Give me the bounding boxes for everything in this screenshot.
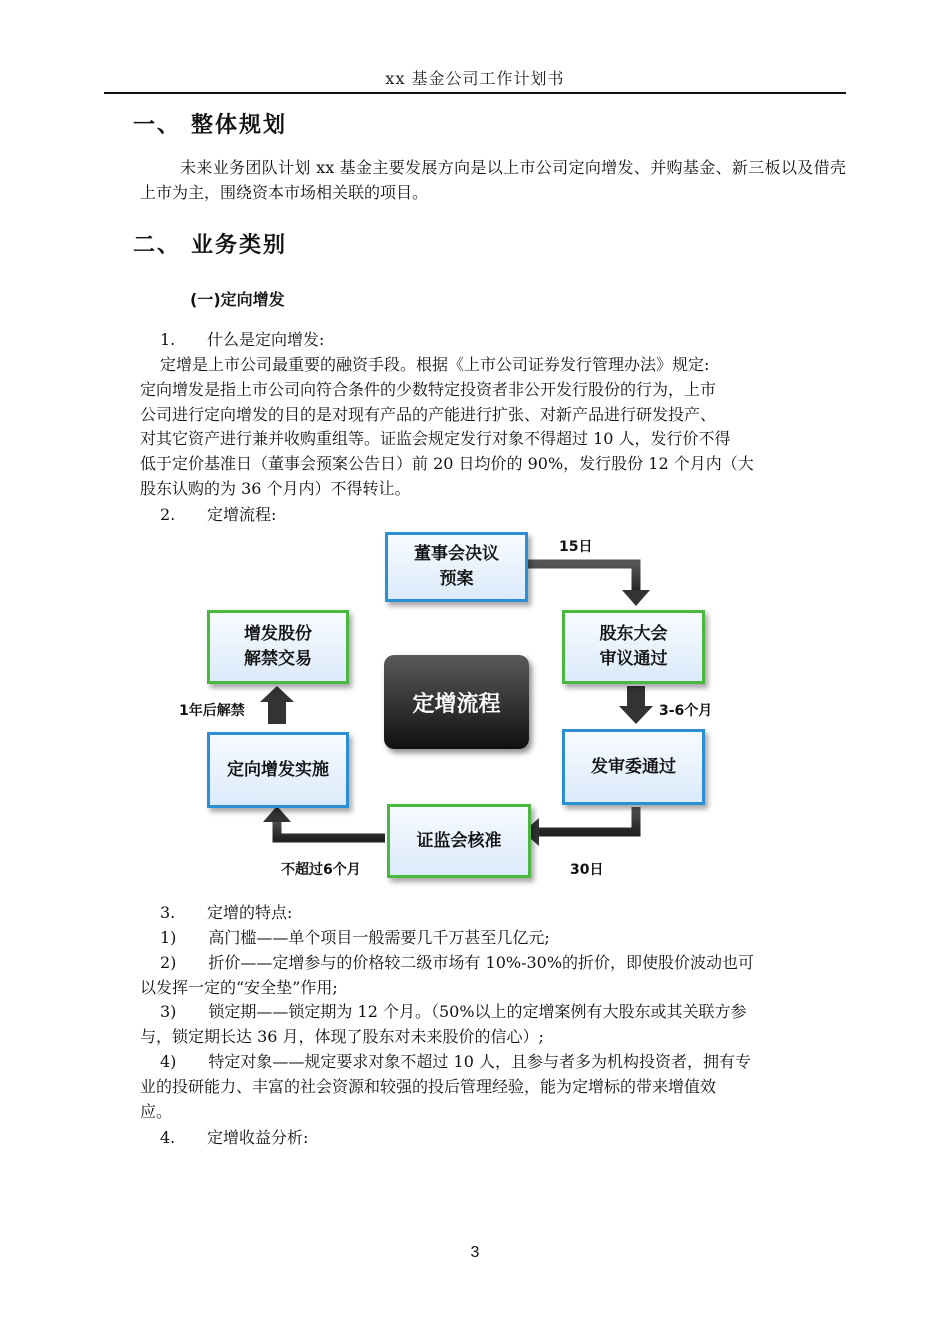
placement-flow-diagram bbox=[175, 528, 750, 883]
label-6-months: 不超过6个月 bbox=[281, 862, 361, 878]
flow-center-title: 定增流程 bbox=[384, 655, 529, 749]
text-line: 股东认购的为 36 个月内）不得转让。 bbox=[140, 478, 411, 498]
text-line: 低于定价基准日（董事会预案公告日）前 20 日均价的 90%，发行股份 12 个月内（大 bbox=[140, 454, 754, 474]
definition-paragraph bbox=[140, 353, 846, 502]
page-header: xx 基金公司工作计划书 bbox=[385, 69, 565, 88]
text-line: 以发挥一定的“安全垫”作用; bbox=[140, 977, 338, 997]
item-label: 什么是定向增发: bbox=[207, 330, 325, 349]
step-label: 定向增发实施 bbox=[227, 759, 329, 780]
arrow-step1-to-step2 bbox=[528, 564, 636, 592]
item-number: 3. bbox=[160, 903, 176, 922]
step-label: 董事会决议 预案 bbox=[414, 544, 499, 589]
subsection-heading: (一)定向增发 bbox=[190, 290, 285, 309]
section-heading-2 bbox=[133, 228, 287, 259]
step-label: 增发股份 解禁交易 bbox=[244, 624, 312, 669]
arrowhead bbox=[263, 806, 291, 822]
step-implementation bbox=[207, 732, 349, 808]
header-rule bbox=[104, 92, 846, 94]
label-30-days: 30日 bbox=[570, 862, 604, 878]
step-board-resolution bbox=[385, 532, 528, 602]
section-heading-1 bbox=[133, 108, 287, 139]
features-list bbox=[140, 926, 846, 1124]
text-line: 定向增发是指上市公司向符合条件的少数特定投资者非公开发行股份的行为，上市 bbox=[140, 379, 717, 399]
text-line: 与，锁定期长达 36 月，体现了股东对未来股价的信心）; bbox=[140, 1027, 544, 1047]
arrow-step4-to-step5 bbox=[277, 820, 385, 838]
label-3-6-months: 3-6个月 bbox=[659, 703, 713, 719]
label-1-year: 1年后解禁 bbox=[179, 703, 245, 719]
intro-paragraph: 未来业务团队计划 xx 基金主要发展方向是以上市公司定向增发、并购基金、新三板以及借壳上市为主，围绕资本市场相关联的项目。 bbox=[140, 158, 846, 202]
arrowhead bbox=[619, 706, 653, 724]
item-label: 定增的特点: bbox=[207, 903, 293, 922]
step-csrc-approval bbox=[387, 804, 531, 878]
text-line: 3) 锁定期——锁定期为 12 个月。（50%以上的定增案例有大股东或其关联方参 bbox=[160, 1002, 747, 1022]
text-line: 2) 折价——定增参与的价格较二级市场有 10%-30%的折价，即使股价波动也可 bbox=[160, 952, 755, 972]
item-label: 定增流程: bbox=[207, 505, 277, 524]
step-label: 证监会核准 bbox=[416, 830, 502, 851]
arrow-step3-to-step4 bbox=[537, 807, 636, 832]
step-lockup-release bbox=[207, 610, 349, 684]
text-line: 4) 特定对象——规定要求对象不超过 10 人，且参与者多为机构投资者，拥有专 bbox=[160, 1051, 751, 1071]
text-line: 对其它资产进行兼并收购重组等。证监会规定发行对象不得超过 10 人，发行价不得 bbox=[140, 429, 731, 449]
item-number: 4. bbox=[160, 1128, 176, 1147]
label-15-days: 15日 bbox=[559, 539, 593, 555]
text-line: 应。 bbox=[140, 1101, 173, 1121]
item-number: 2. bbox=[160, 505, 176, 524]
item-number: 1. bbox=[160, 330, 176, 349]
section-title: 整体规划 bbox=[191, 113, 288, 138]
item-label: 定增收益分析: bbox=[207, 1128, 309, 1147]
arrowhead bbox=[260, 686, 294, 702]
arrowhead bbox=[622, 590, 650, 606]
step-shareholder-approval bbox=[562, 610, 705, 684]
step-label: 股东大会 审议通过 bbox=[599, 624, 668, 669]
list-item-3 bbox=[160, 901, 292, 926]
text-line: 定增是上市公司最重要的融资手段。根据《上市公司证券发行管理办法》规定: bbox=[160, 355, 710, 374]
page-number: 3 bbox=[470, 1244, 480, 1261]
text-line: 1) 高门槛——单个项目一般需要几千万甚至几亿元; bbox=[160, 928, 550, 947]
step-review-committee bbox=[562, 729, 705, 805]
section-title: 业务类别 bbox=[191, 233, 288, 258]
step-label: 发审委通过 bbox=[591, 756, 676, 777]
section-number: 一、 bbox=[133, 113, 182, 138]
list-item-1 bbox=[160, 328, 324, 353]
list-item-2 bbox=[160, 503, 276, 528]
text-line: 公司进行定向增发的目的是对现有产品的产能进行扩张、对新产品进行研发投产、 bbox=[140, 404, 717, 424]
section-number: 二、 bbox=[133, 233, 182, 258]
list-item-4 bbox=[160, 1126, 308, 1151]
text-line: 业的投研能力、丰富的社会资源和较强的投后管理经验，能为定增标的带来增值效 bbox=[140, 1076, 717, 1096]
